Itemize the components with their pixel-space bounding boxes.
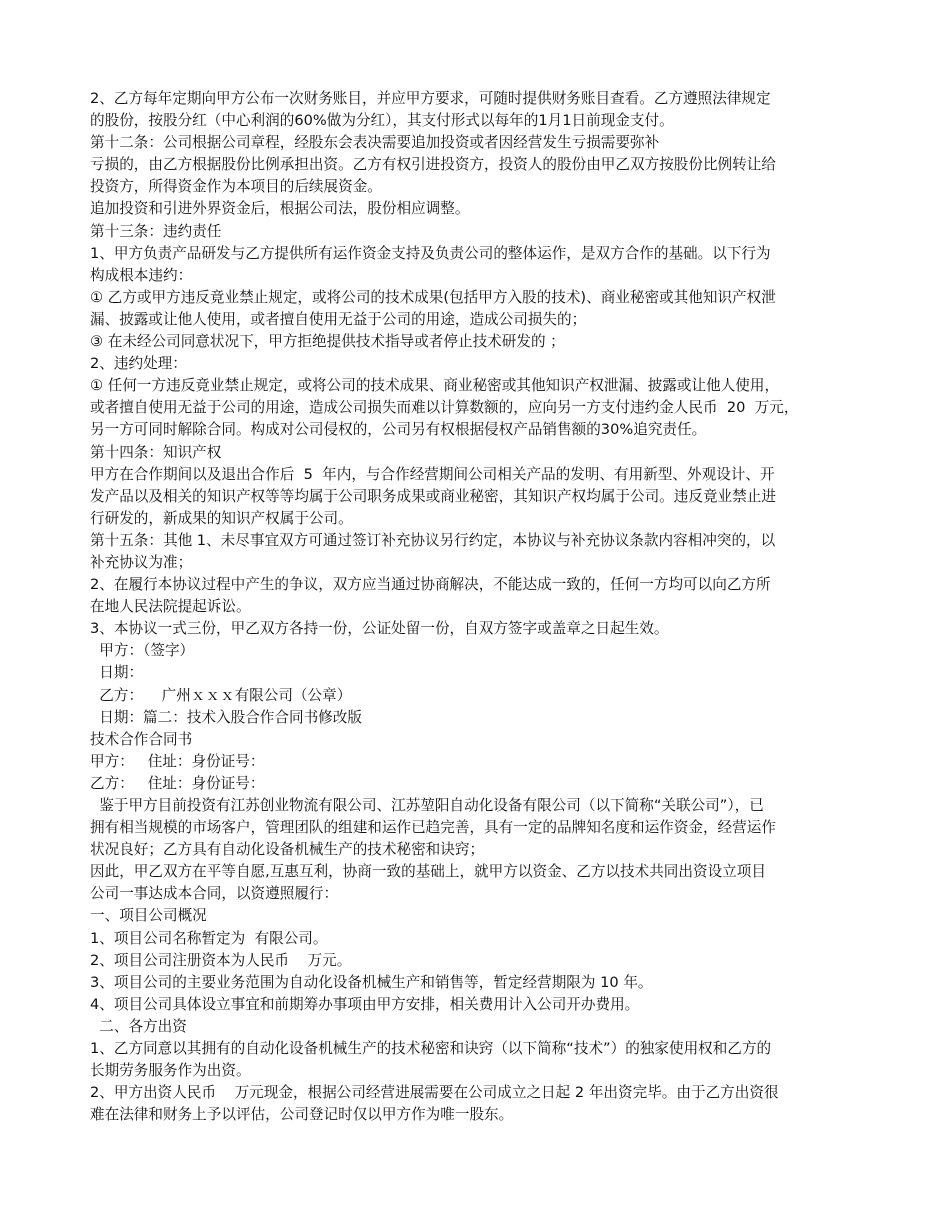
text-line: 漏、披露或让他人使用，或者擅自使用无益于公司的用途，造成公司损失的；	[90, 310, 587, 328]
text-line: 追加投资和引进外界资金后，根据公司法，股份相应调整。	[90, 200, 470, 218]
text-line: 另一方可同时解除合同。构成对公司侵权的，公司另有权根据侵权产品销售额的30%追究责任。	[90, 421, 707, 439]
text-line: 1、项目公司名称暂定为 有限公司。	[90, 929, 328, 947]
text-line: 2、甲方出资人民币 万元现金，根据公司经营进展需要在公司成立之日起 2 年出资完毕。由于乙方出资很	[90, 1084, 779, 1102]
text-line: 公司一事达成本合同，以资遵照履行：	[90, 885, 339, 903]
text-line: 补充协议为准；	[90, 553, 193, 571]
text-line: 二、各方出资	[90, 1017, 187, 1035]
text-line: 一、项目公司概况	[90, 907, 207, 925]
text-line: 第十二条：公司根据公司章程，经股东会表决需要追加投资或者因经营发生亏损需要弥补	[90, 134, 660, 152]
text-line: 或者擅自使用无益于公司的用途，造成公司损失而难以计算数额的，应向另一方支付违约金人民币 20 万元，	[90, 399, 799, 417]
text-line: 甲方： 住址：身份证号：	[90, 752, 265, 770]
text-line: 2、在履行本协议过程中产生的争议，双方应当通过协商解决，不能达成一致的，任何一方均可以向乙方所	[90, 576, 771, 594]
text-line: ① 任何一方违反竟业禁止规定，或将公司的技术成果、商业秘密或其他知识产权泄漏、披露或让他人使用，	[90, 377, 780, 395]
text-line: 发产品以及相关的知识产权等等均属于公司职务成果或商业秘密，其知识产权均属于公司。违反竟业禁止进	[90, 487, 776, 505]
text-line: 乙方： 广州ｘｘｘ有限公司（公章）	[90, 686, 352, 704]
text-line: 构成根本违约：	[90, 266, 193, 284]
text-line: 第十五条：其他 1、未尽事宜双方可通过签订补充协议另行约定，本协议与补充协议条款内容相冲突的，以	[90, 531, 776, 549]
text-line: 因此，甲乙双方在平等自愿,互惠互利，协商一致的基础上，就甲方以资金、乙方以技术共同出资设立项目	[90, 863, 766, 881]
text-line: 长期劳务服务作为出资。	[90, 1062, 251, 1080]
text-line: 拥有相当规模的市场客户，管理团队的组建和运作已趋完善，具有一定的品牌知名度和运作资金，经营运作	[90, 819, 776, 837]
text-line: ① 乙方或甲方违反竟业禁止规定，或将公司的技术成果(包括甲方入股的技术)、商业秘密或其他知识产权泄	[90, 288, 776, 306]
text-line: 第十四条：知识产权	[90, 443, 222, 461]
text-line: 鉴于甲方目前投资有江苏创业物流有限公司、江苏堃阳自动化设备有限公司（以下简称“关联公司”），已	[90, 797, 764, 814]
text-line: 2、违约处理：	[90, 355, 187, 373]
text-line: 甲方在合作期间以及退出合作后 5 年内，与合作经营期间公司相关产品的发明、有用新型、外观设计、开	[90, 465, 775, 483]
text-line: 甲方：（签字）	[90, 642, 195, 660]
text-line: 2、项目公司注册资本为人民币 万元。	[90, 951, 352, 969]
text-line: 4、项目公司具体设立事宜和前期筹办事项由甲方安排，相关费用计入公司开办费用。	[90, 995, 640, 1013]
document-body	[90, 88, 880, 1126]
text-line: 1、乙方同意以其拥有的自动化设备机械生产的技术秘密和诀窍（以下简称“技术”）的独家使用权和乙方的	[90, 1040, 772, 1058]
text-line: 第十三条：违约责任	[90, 222, 222, 240]
text-line: 状况良好；乙方具有自动化设备机械生产的技术秘密和诀窍；	[90, 841, 485, 859]
text-line: 技术合作合同书	[90, 730, 193, 748]
text-line: 乙方： 住址：身份证号：	[90, 774, 265, 792]
text-line: 3、项目公司的主要业务范围为自动化设备机械生产和销售等，暂定经营期限为 10 年。	[90, 973, 653, 991]
text-line: 的股份，按股分红（中心利润的60%做为分红），其支付形式以每年的1月1日前现金支付。	[90, 112, 674, 130]
text-line: 1、甲方负责产品研发与乙方提供所有运作资金支持及负责公司的整体运作，是双方合作的基础。以下行为	[90, 244, 771, 262]
text-line: ③ 在未经公司同意状况下，甲方拒绝提供技术指导或者停止技术研发的 ；	[90, 333, 565, 351]
text-line: 投资方，所得资金作为本项目的后续展资金。	[90, 178, 382, 196]
text-line: 行研发的，新成果的知识产权属于公司。	[90, 509, 353, 527]
text-line: 2、乙方每年定期向甲方公布一次财务账目，并应甲方要求，可随时提供财务账目查看。乙方遵照法律规定	[90, 90, 771, 107]
text-line: 在地人民法院提起诉讼。	[90, 598, 251, 616]
text-line: 难在法律和财务上予以评估，公司登记时仅以甲方作为唯一股东。	[90, 1106, 514, 1124]
text-line: 亏损的，由乙方根据股份比例承担出资。乙方有权引进投资方，投资人的股份由甲乙双方按股份比例转让给	[90, 156, 776, 174]
text-line: 日期：	[90, 664, 144, 682]
text-line: 3、本协议一式三份，甲乙双方各持一份，公证处留一份，自双方签字或盖章之日起生效。	[90, 620, 669, 638]
text-line: 日期：篇二：技术入股合作合同书修改版	[90, 708, 362, 726]
